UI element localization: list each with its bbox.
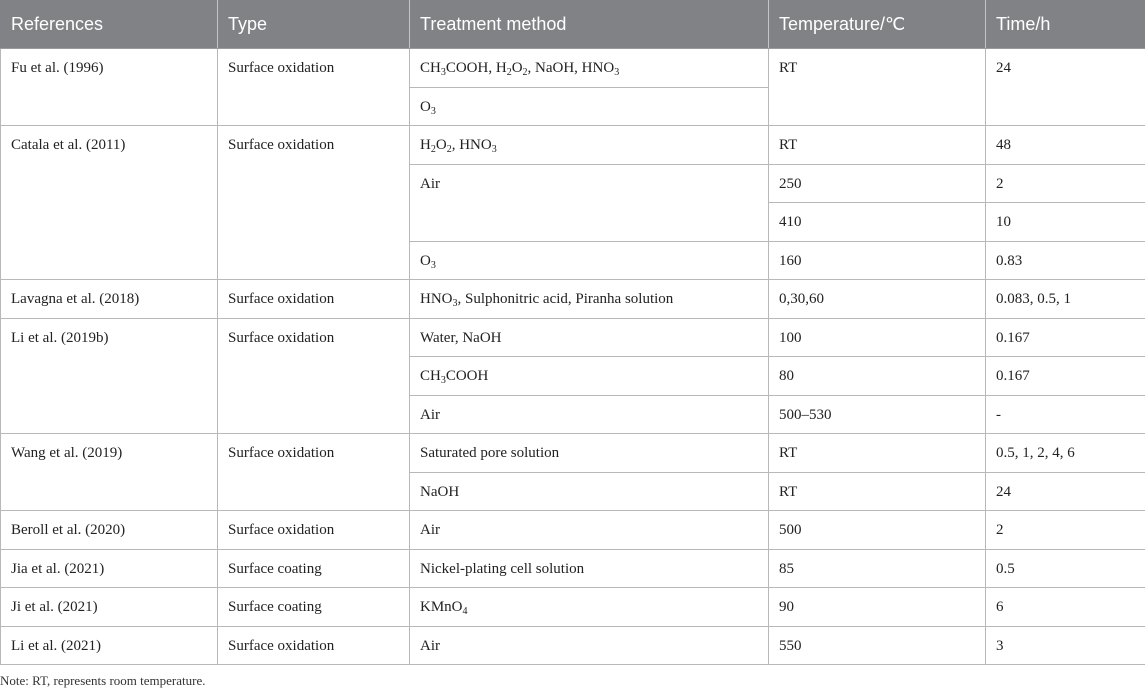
time-cell: 3 <box>986 626 1145 665</box>
time-cell: 0.83 <box>986 241 1145 280</box>
method-text: , Sulphonitric acid, Piranha solution <box>457 291 674 307</box>
time-cell: - <box>986 395 1145 434</box>
type-cell: Surface coating <box>218 588 410 627</box>
temperature-cell: 0,30,60 <box>769 280 986 319</box>
table-row <box>1 549 1145 588</box>
time-cell: 10 <box>986 203 1145 242</box>
header-type: Type <box>218 0 410 49</box>
temperature-cell: RT <box>769 472 986 511</box>
method-cell: Saturated pore solution <box>410 434 769 473</box>
table-row <box>1 49 1145 88</box>
type-cell: Surface oxidation <box>218 49 410 126</box>
header-temperature: Temperature/℃ <box>769 0 986 49</box>
table-row <box>1 434 1145 473</box>
temperature-cell: 80 <box>769 357 986 396</box>
time-cell: 24 <box>986 472 1145 511</box>
temperature-cell: RT <box>769 126 986 165</box>
method-cell: Nickel-plating cell solution <box>410 549 769 588</box>
reference-cell: Wang et al. (2019) <box>1 434 218 511</box>
temperature-cell: RT <box>769 49 986 126</box>
method-cell: $HNO_3$, Sulphonitric acid, Piranha solution <box>410 280 769 319</box>
temperature-cell: 85 <box>769 549 986 588</box>
temperature-cell: 410 <box>769 203 986 242</box>
type-cell: Surface oxidation <box>218 280 410 319</box>
header-references: References <box>1 0 218 49</box>
type-cell: Surface coating <box>218 549 410 588</box>
table-row <box>1 280 1145 319</box>
time-cell: 0.167 <box>986 318 1145 357</box>
method-cell: Air <box>410 395 769 434</box>
temperature-cell: 100 <box>769 318 986 357</box>
reference-cell: Fu et al. (1996) <box>1 49 218 126</box>
time-cell: 0.5, 1, 2, 4, 6 <box>986 434 1145 473</box>
method-cell: Air <box>410 511 769 550</box>
table-footnote: Note: RT, represents room temperature. <box>0 673 206 688</box>
temperature-cell: RT <box>769 434 986 473</box>
reference-cell: Li et al. (2019b) <box>1 318 218 434</box>
method-cell: $O_3$ <box>410 241 769 280</box>
reference-cell: Jia et al. (2021) <box>1 549 218 588</box>
method-cell: Air <box>410 164 769 241</box>
type-cell: Surface oxidation <box>218 126 410 280</box>
method-cell: $O_3$ <box>410 87 769 126</box>
time-cell: 6 <box>986 588 1145 627</box>
reference-cell: Li et al. (2021) <box>1 626 218 665</box>
table-row <box>1 126 1145 165</box>
method-cell: $CH_3COOH$ <box>410 357 769 396</box>
temperature-cell: 500–530 <box>769 395 986 434</box>
temperature-cell: 250 <box>769 164 986 203</box>
type-cell: Surface oxidation <box>218 318 410 434</box>
time-cell: 2 <box>986 511 1145 550</box>
time-cell: 24 <box>986 49 1145 126</box>
header-time: Time/h <box>986 0 1145 49</box>
temperature-cell: 90 <box>769 588 986 627</box>
temperature-cell: 160 <box>769 241 986 280</box>
header-treatment-method: Treatment method <box>410 0 769 49</box>
type-cell: Surface oxidation <box>218 434 410 511</box>
temperature-cell: 500 <box>769 511 986 550</box>
header-row <box>1 0 1145 49</box>
reference-cell: Beroll et al. (2020) <box>1 511 218 550</box>
temperature-cell: 550 <box>769 626 986 665</box>
type-cell: Surface oxidation <box>218 626 410 665</box>
method-cell: $CH_3COOH$, $H_2O_2$, NaOH, $HNO_3$ <box>410 49 769 88</box>
time-cell: 48 <box>986 126 1145 165</box>
method-cell: Air <box>410 626 769 665</box>
time-cell: 0.167 <box>986 357 1145 396</box>
table-row <box>1 626 1145 665</box>
method-cell: KMnO$_4$ <box>410 588 769 627</box>
time-cell: 0.083, 0.5, 1 <box>986 280 1145 319</box>
method-cell: Water, NaOH <box>410 318 769 357</box>
type-cell: Surface oxidation <box>218 511 410 550</box>
method-cell: $H_2O_2$, $HNO_3$ <box>410 126 769 165</box>
time-cell: 2 <box>986 164 1145 203</box>
table-row <box>1 318 1145 357</box>
table-row <box>1 588 1145 627</box>
reference-cell: Catala et al. (2011) <box>1 126 218 280</box>
reference-cell: Lavagna et al. (2018) <box>1 280 218 319</box>
time-cell: 0.5 <box>986 549 1145 588</box>
table-row <box>1 511 1145 550</box>
method-cell: NaOH <box>410 472 769 511</box>
reference-cell: Ji et al. (2021) <box>1 588 218 627</box>
